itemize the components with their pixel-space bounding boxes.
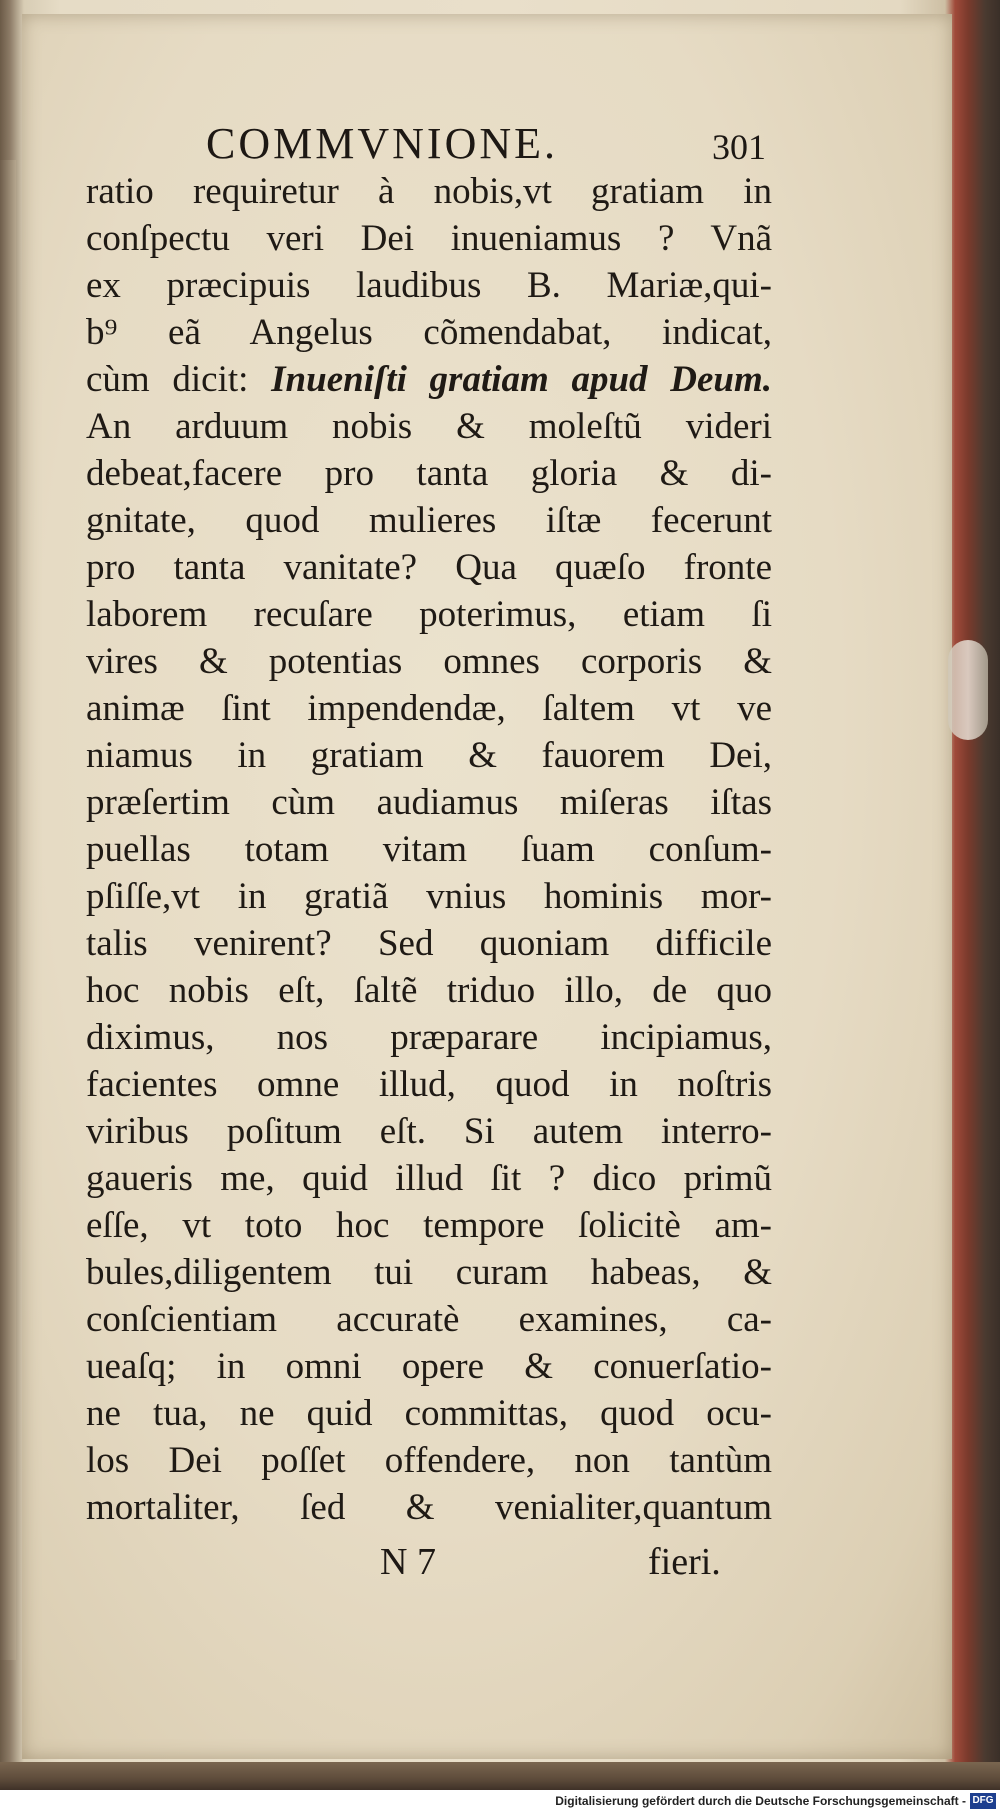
text-line: ne tua, ne quid committas, quod ocu- (86, 1393, 772, 1434)
text-line: viribus poſitum eſt. Si autem interro- (86, 1111, 772, 1152)
running-head-title: COMMVNIONE. (206, 119, 558, 168)
text-line-with-quote (86, 356, 772, 403)
text-line: ex præcipuis laudibus B. Mariæ,qui- (86, 265, 772, 306)
text-line: An arduum nobis & moleſtũ videri (86, 406, 772, 447)
digitization-footer (0, 1790, 1000, 1815)
text-line: puellas totam vitam ſuam conſum- (86, 829, 772, 870)
text-line: b⁹ eã Angelus cõmendabat, indicat, (86, 312, 772, 353)
text-line: diximus, nos præparare incipiamus, (86, 1017, 772, 1058)
body-text (86, 168, 772, 1531)
text-line-lead: cùm dicit: (86, 359, 249, 400)
signature-mark: N 7 (380, 1541, 436, 1583)
text-line: gnitate, quod mulieres iſtæ fecerunt (86, 500, 772, 541)
bottom-page-edge (0, 1762, 1000, 1790)
text-line: debeat,facere pro tanta gloria & di- (86, 453, 772, 494)
text-line: vires & potentias omnes corporis & (86, 641, 772, 682)
text-line: ueaſq; in omni opere & conuerſatio- (86, 1346, 772, 1387)
binding-clip (948, 640, 988, 740)
text-line: laborem recuſare poterimus, etiam ſi (86, 594, 772, 635)
text-line: conſpectu veri Dei inueniamus ? Vnã (86, 218, 772, 259)
text-line: bules,diligentem tui curam habeas, & (86, 1252, 772, 1293)
text-line: talis venirent? Sed quoniam difficile (86, 923, 772, 964)
dfg-logo-icon: DFG (970, 1793, 996, 1809)
text-line: los Dei poſſet offendere, non tantùm (86, 1440, 772, 1481)
text-line: conſcientiam accuratè examines, ca- (86, 1299, 772, 1340)
italic-quote: Inueniſti gratiam apud Deum. (271, 359, 773, 400)
text-line: niamus in gratiam & fauorem Dei, (86, 735, 772, 776)
text-line: mortaliter, ſed & venialiter,quantum (86, 1487, 772, 1528)
text-line: eſſe, vt toto hoc tempore ſolicitè am- (86, 1205, 772, 1246)
text-line: pro tanta vanitate? Qua quæſo fronte (86, 547, 772, 588)
text-line: hoc nobis eſt, ſaltẽ triduo illo, de quo (86, 970, 772, 1011)
text-line: animæ ſint impendendæ, ſaltem vt ve (86, 688, 772, 729)
running-head (200, 118, 800, 168)
page-number: 301 (712, 127, 766, 167)
text-line: pſiſſe,vt in gratiã vnius hominis mor- (86, 876, 772, 917)
text-line: gaueris me, quid illud ſit ? dico primũ (86, 1158, 772, 1199)
text-line: ratio requiretur à nobis,vt gratiam in (86, 171, 772, 212)
left-page-edge (0, 160, 16, 1660)
text-line: præſertim cùm audiamus miſeras iſtas (86, 782, 772, 823)
catchword: fieri. (648, 1541, 721, 1583)
funding-credit: Digitalisierung gefördert durch die Deutsche Forschungsgemeinschaft - (555, 1794, 966, 1808)
text-line: facientes omne illud, quod in noſtris (86, 1064, 772, 1105)
